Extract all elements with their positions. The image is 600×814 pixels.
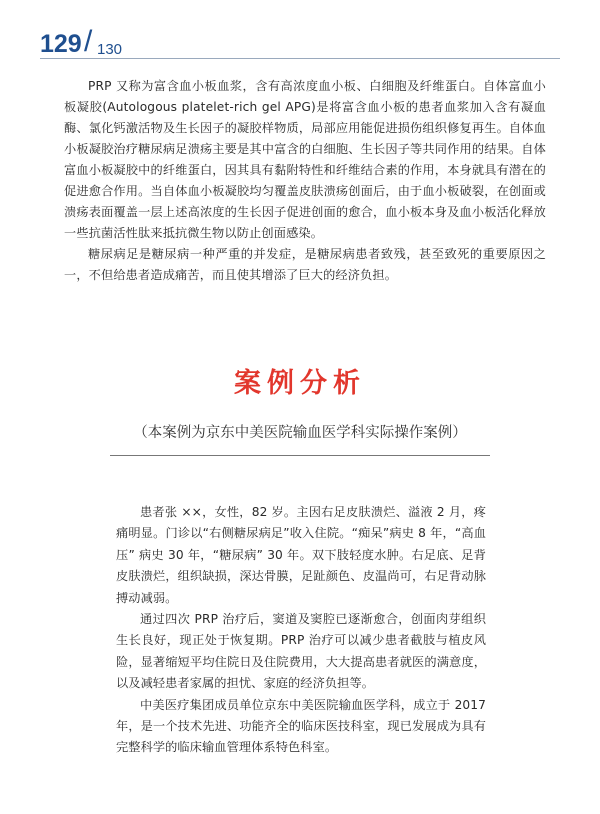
case-paragraph: 通过四次 PRP 治疗后，窦道及窦腔已逐渐愈合，创面肉芽组织生长良好，现正处于恢复期。PRP 治疗可以减少患者截肢与植皮风险，显著缩短平均住院日及住院费用，大大提高患者就医的满意度，以及减轻患者家属的担忧、家庭的经济负担等。: [116, 612, 486, 691]
page-number-current: 129: [40, 30, 82, 58]
case-paragraph: 患者张 ××，女性，82 岁。主因右足皮肤溃烂、溢液 2 月，疼痛明显。门诊以“右侧糖尿病足”收入住院。“痴呆”病史 8 年，“高血压” 病史 30 年，“糖尿病” 30 年。双下肢轻度水肿。右足底、足背皮肤溃烂，组织缺损，深达骨膜，足趾颜色、皮温尚可，右足背动脉搏动减弱。: [116, 505, 486, 605]
intro-section: [64, 76, 546, 286]
page-number-total: 130: [97, 41, 123, 58]
case-paragraph: 中美医疗集团成员单位京东中美医院输血医学科，成立于 2017 年，是一个技术先进、功能齐全的临床医技科室，现已发展成为具有完整科学的临床输血管理体系特色科室。: [116, 697, 486, 755]
page-number-separator: /: [84, 25, 93, 58]
header-divider: [40, 58, 560, 59]
case-title: 案例分析: [234, 368, 366, 398]
case-section: [116, 502, 486, 759]
intro-paragraph: 糖尿病足是糖尿病一种严重的并发症，是糖尿病患者致残，甚至致死的重要原因之一，不但给患者造成痛苦，而且使其增添了巨大的经济负担。: [64, 247, 546, 282]
intro-paragraph: PRP 又称为富含血小板血浆，含有高浓度血小板、白细胞及纤维蛋白。自体富血小板凝胶(Autologous platelet-rich gel APG)是将富含血小板的患者血浆加入含有凝血酶、氯化钙激活物及生长因子的凝胶样物质，局部应用能促进损伤组织修复再生。自体血小板凝胶治疗糖尿病足溃疡主要是其中富含的白细胞、生长因子等共同作用的结果。自体富血小板凝胶中的纤维蛋白，因其具有黏附特性和纤维结合素的作用，本身就具有潜在的促进愈合作用。当自体血小板凝胶均匀覆盖皮肤溃疡创面后，由于血小板破裂，在创面或溃疡表面覆盖一层上述高浓度的生长因子促进创面的愈合，血小板本身及血小板活化释放一些抗菌活性肽来抵抗微生物以防止创面感染。: [64, 79, 546, 240]
case-divider: [110, 455, 490, 456]
case-subtitle: （本案例为京东中美医院输血医学科实际操作案例）: [133, 425, 467, 441]
page-header: [0, 0, 600, 70]
